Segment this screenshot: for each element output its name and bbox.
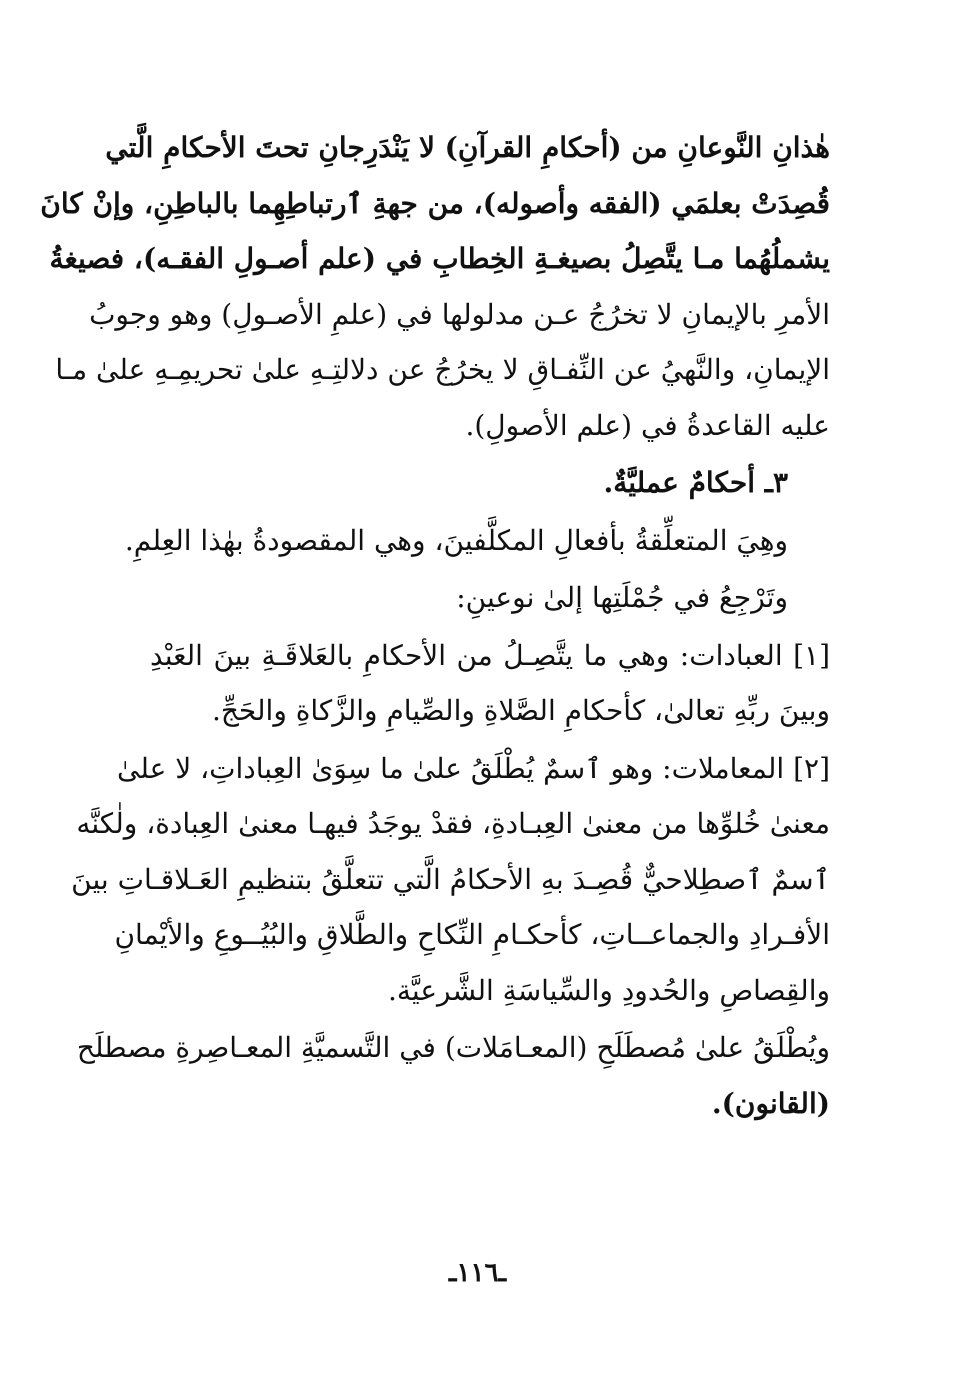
page-body [40, 120, 830, 1131]
text-line-14: ٱسمٌ ٱصطِلاحيٌّ قُصِـدَ بهِ الأحكامُ الَّتي تتعلَّقُ بتنظيمِ العَـلاقـاتِ بينَ [71, 862, 830, 896]
text-line-8: وهِيَ المتعلِّقةُ بأفعالِ المكلَّفينَ، وهي المقصودةُ بهٰذا العِلمِ. [124, 523, 788, 557]
text-line-16: والقِصاصِ والحُدودِ والسِّياسَةِ الشَّرعيَّة. [387, 973, 830, 1007]
page-number: ـ١١٦ـ [448, 1258, 507, 1288]
text-line-4: الأمرِ بالإيمانِ لا تخرُجُ عـن مدلولها في (علمِ الأصـولِ) وهو وجوبُ [89, 297, 830, 331]
text-line-10: [١] العبادات: وهي ما يتَّصِـلُ من الأحكامِ بالعَلاقَـةِ بينَ العَبْدِ [150, 638, 830, 672]
text-line-18: (القانون). [711, 1086, 830, 1120]
text-line-13: معنىٰ خُلوِّها من معنىٰ العِبـادةِ، فقدْ يوجَدُ فيهـا معنىٰ العِبادة، ولٰكنَّه [76, 807, 830, 840]
text-line-17: ويُطْلَقُ علىٰ مُصطَلَحِ (المعـامَلات) في التَّسميَّةِ المعـاصِرةِ مصطلَح [76, 1031, 830, 1064]
text-line-3: يشملُهُما مـا يتَّصِلُ بصيغـةِ الخِطابِ في (علم أصـولِ الفقـه)، فصيغةُ [49, 242, 830, 275]
text-line-2: قُصِدَتْ بعلمَي (الفقه وأصوله)، من جهةِ ٱرتباطِهِما بالباطِنِ، وإنْ كانَ [40, 186, 830, 220]
text-line-11: وبينَ ربِّهِ تعالىٰ، كأحكامِ الصَّلاةِ والصِّيامِ والزَّكاةِ والحَجِّ. [211, 694, 830, 727]
text-line-1: هٰذانِ النَّوعانِ من (أحكامِ القرآنِ) لا يَنْدَرِجانِ تحتَ الأحكامِ الَّتي [105, 131, 830, 164]
section-heading: ٣ـ أحكامٌ عمليَّةٌ. [603, 466, 788, 499]
text-line-12: [٢] المعاملات: وهو ٱسمٌ يُطْلَقُ علىٰ ما سِوَىٰ العِباداتِ، لا علىٰ [117, 751, 830, 785]
text-line-9: وتَرْجِعُ في جُمْلَتِها إلىٰ نوعينِ: [456, 581, 788, 614]
text-line-6: عليه القاعدةُ في (علم الأصولِ). [465, 408, 830, 442]
text-line-5: الإيمانِ، والنَّهيُ عن النِّفـاقِ لا يخرُجُ عن دلالتِـهِ علىٰ تحريمِـهِ علىٰ مـا [55, 353, 830, 386]
text-line-15: الأفـرادِ والجماعــاتِ، كأحكـامِ النِّكاحِ والطَّلاقِ والبُيُــوعِ والأيْمانِ [114, 918, 830, 951]
